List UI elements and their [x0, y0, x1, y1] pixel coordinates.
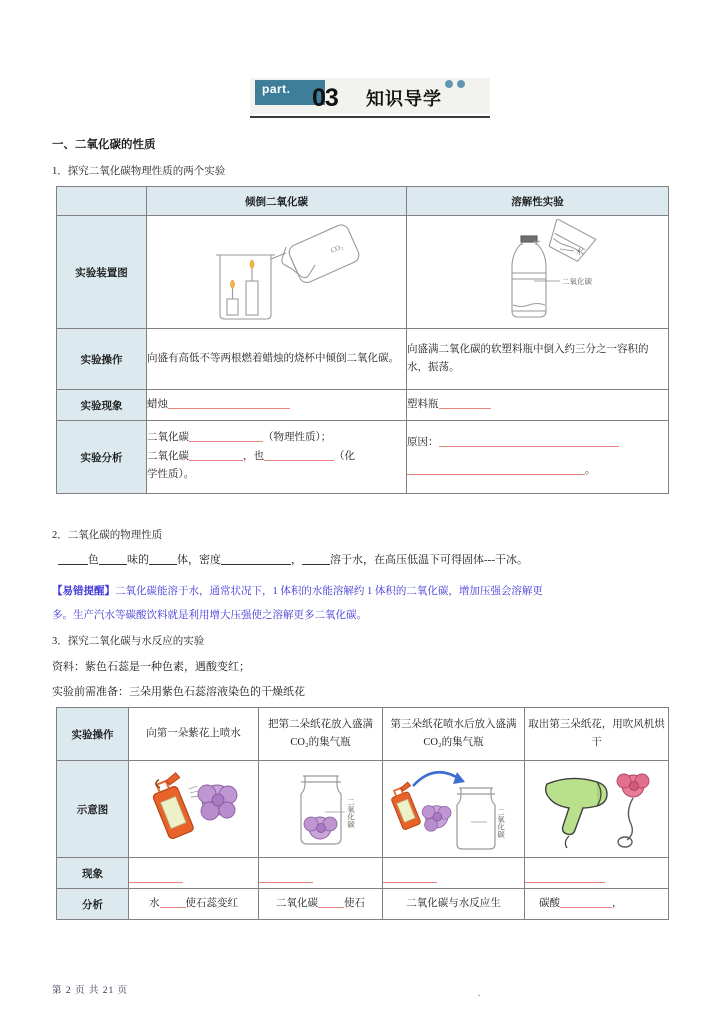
analysis-right-line-1 [407, 434, 668, 452]
answer-blank[interactable] [189, 441, 263, 442]
answer-blank[interactable] [189, 460, 243, 461]
analysis-right-line-2 [407, 462, 668, 480]
an2-4-text-b: ， [612, 897, 623, 909]
analysis-left-line-1 [147, 429, 406, 447]
cell-ph2-2 [259, 858, 383, 889]
answer-blank[interactable] [58, 564, 88, 565]
figure-label-co2: 二氧化碳 [496, 808, 505, 838]
cell-an2-4 [525, 889, 669, 920]
col-header-blank [57, 187, 147, 216]
pour-co2-beaker-candles-diagram [182, 219, 372, 325]
figure-gas-jar-flower [259, 761, 383, 858]
figure-label-co2: 二氧化碳 [561, 277, 592, 286]
analysis-right-text-b: 。 [585, 465, 596, 476]
cell-ph2-1 [129, 858, 259, 889]
cell-phenomenon-left-prefix: 蜡烛 [147, 398, 168, 410]
answer-blank[interactable] [99, 564, 127, 565]
table-row-phenomenon [57, 390, 669, 421]
analysis-left-text-d: ，也 [243, 450, 264, 462]
cell-operation-right: 向盛满二氧化碳的软塑料瓶中倒入约三分之一容积的水，振荡。 [407, 329, 669, 390]
table-row-apparatus [57, 216, 669, 329]
answer-blank[interactable] [383, 882, 437, 883]
answer-blank[interactable] [318, 907, 344, 908]
tip-tag: 【易错提醒】 [52, 586, 115, 597]
fill-text-b: 味的 [127, 554, 149, 566]
answer-blank[interactable] [407, 474, 585, 475]
col-header-solubility: 溶解性实验 [407, 187, 669, 216]
answer-blank[interactable] [525, 882, 605, 883]
figure-spray-flower [129, 761, 259, 858]
tip-text-1: 二氧化碳能溶于水，通常状况下，1 体积的水能溶解约 1 体积的二氧化碳，增加压强会溶解更 [115, 586, 543, 597]
cell-an2-2 [259, 889, 383, 920]
purple-flower-icon [304, 817, 337, 839]
cell-analysis-left [147, 421, 407, 494]
dot-icon [445, 80, 453, 88]
an2-1-text-a: 水 [149, 897, 160, 909]
table-row-analysis [57, 421, 669, 494]
figure-label-co2: 二氧化碳 [346, 798, 355, 828]
table-row-header [57, 187, 669, 216]
answer-blank[interactable] [439, 408, 491, 409]
table-row-operation [57, 329, 669, 390]
prep-line: 实验前需准备：三朵用紫色石蕊溶液染色的干燥纸花 [52, 686, 305, 698]
row-label-analysis-2: 分析 [57, 889, 129, 920]
section-heading-1: 一、二氧化碳的性质 [52, 139, 156, 151]
spray-flower-into-gas-jar-arrow [387, 764, 521, 854]
row-label-operation: 实验操作 [57, 329, 147, 390]
analysis-left-text-a: 二氧化碳 [147, 432, 189, 444]
answer-blank[interactable] [221, 564, 291, 565]
an2-3-text-a: 二氧化碳与水反应生 [406, 897, 501, 909]
row-label-apparatus: 实验装置图 [57, 216, 147, 329]
answer-blank[interactable] [168, 408, 290, 409]
answer-blank[interactable] [560, 907, 612, 908]
analysis-right-spacer [407, 452, 668, 462]
answer-blank[interactable] [129, 882, 183, 883]
figure-plastic-bottle-solubility [407, 216, 669, 329]
cell-op2-1: 向第一朵紫花上喷水 [129, 708, 259, 761]
footer-mark: . [478, 988, 481, 998]
subsection-heading-1-2: 2．二氧化碳的物理性质 [52, 530, 163, 541]
info-line: 资料：紫色石蕊是一种色素，遇酸变红； [52, 661, 250, 673]
banner-underline [250, 116, 490, 118]
purple-flower-icon [198, 785, 237, 820]
figure-label-co2: CO₂ [329, 242, 344, 255]
analysis-left-text-e: （化 [334, 450, 355, 462]
analysis-left-line-3: 学性质）。 [147, 469, 195, 481]
table-row-operation-2 [57, 708, 669, 761]
table-row-analysis-2 [57, 889, 669, 920]
cell-analysis-right [407, 421, 669, 494]
answer-blank[interactable] [264, 460, 334, 461]
cell-ph2-3 [383, 858, 525, 889]
hair-dryer-drying-red-flower [529, 764, 665, 854]
fill-in-line-properties [58, 551, 528, 567]
analysis-left-text-c: 二氧化碳 [147, 450, 189, 462]
gas-jar-with-purple-flower [265, 764, 377, 854]
cell-ph2-4 [525, 858, 669, 889]
plastic-bottle-water-pour-diagram [448, 219, 628, 325]
col-header-pour-co2: 倾倒二氧化碳 [147, 187, 407, 216]
cell-an2-1 [129, 889, 259, 920]
table-co2-water-reaction [56, 707, 669, 920]
an2-2-text-a: 二氧化碳 [276, 897, 318, 909]
analysis-left-text-b: （物理性质）； [263, 432, 332, 444]
table-row-phenomenon-2 [57, 858, 669, 889]
figure-spray-into-jar [383, 761, 525, 858]
decorative-dots [445, 80, 475, 92]
cell-an2-3 [383, 889, 525, 920]
row-label-operation-2: 实验操作 [57, 708, 129, 761]
part-number: 03 [312, 84, 338, 112]
figure-label-water: 水 [575, 247, 583, 256]
fill-text-d: ， [291, 554, 302, 566]
analysis-right-text-a: 原因： [407, 436, 439, 448]
row-label-phenomenon: 实验现象 [57, 390, 147, 421]
cell-phenomenon-left [147, 390, 407, 421]
fill-text-c: 体，密度 [177, 554, 221, 566]
cell-op2-4: 取出第三朵纸花，用吹风机烘干 [525, 708, 669, 761]
cell-phenomenon-right [407, 390, 669, 421]
answer-blank[interactable] [302, 564, 330, 565]
row-label-phenomenon-2: 现象 [57, 858, 129, 889]
red-flower-icon [617, 774, 649, 797]
row-label-diagram: 示意图 [57, 761, 129, 858]
cell-op2-3: 第三朵纸花喷水后放入盛满 CO₂的集气瓶 [383, 708, 525, 761]
dot-icon [457, 80, 465, 88]
table-physical-properties [56, 186, 669, 494]
banner-title: 知识导学 [366, 89, 442, 109]
subsection-heading-1-3: 3．探究二氧化碳与水反应的实验 [52, 636, 205, 647]
page-footer: 第 2 页 共 21 页 [52, 986, 129, 996]
cell-op2-2: 把第二朵纸花放入盛满 CO₂的集气瓶 [259, 708, 383, 761]
tip-line-2: 多。生产汽水等碳酸饮料就是利用增大压强使之溶解更多二氧化碳。 [52, 610, 367, 621]
an2-4-text-a: 碳酸 [539, 897, 560, 909]
an2-1-text-b: 使石蕊变红 [185, 897, 238, 909]
part-banner [250, 78, 490, 122]
answer-blank[interactable] [439, 446, 619, 447]
table-row-diagram-2 [57, 761, 669, 858]
tip-line-1 [52, 583, 543, 598]
analysis-left-line-2 [147, 448, 406, 466]
cell-phenomenon-right-prefix: 塑料瓶 [407, 398, 439, 410]
figure-hair-dryer-flower [525, 761, 669, 858]
purple-flower-icon [422, 806, 451, 832]
answer-blank[interactable] [149, 564, 177, 565]
an2-2-text-b: 使石 [344, 897, 365, 909]
answer-blank[interactable] [160, 907, 186, 908]
part-label: part. [262, 82, 291, 96]
figure-pour-co2-beaker [147, 216, 407, 329]
row-label-analysis: 实验分析 [57, 421, 147, 494]
cell-operation-left: 向盛有高低不等两根燃着蜡烛的烧杯中倾倒二氧化碳。 [147, 329, 407, 390]
fill-text-e: 溶于水，在高压低温下可得固体---干冰。 [330, 554, 528, 566]
answer-blank[interactable] [259, 882, 313, 883]
spray-bottle-purple-flower [135, 764, 253, 854]
fill-text-a: 色 [88, 554, 99, 566]
subsection-heading-1-1: 1．探究二氧化碳物理性质的两个实验 [52, 166, 226, 177]
